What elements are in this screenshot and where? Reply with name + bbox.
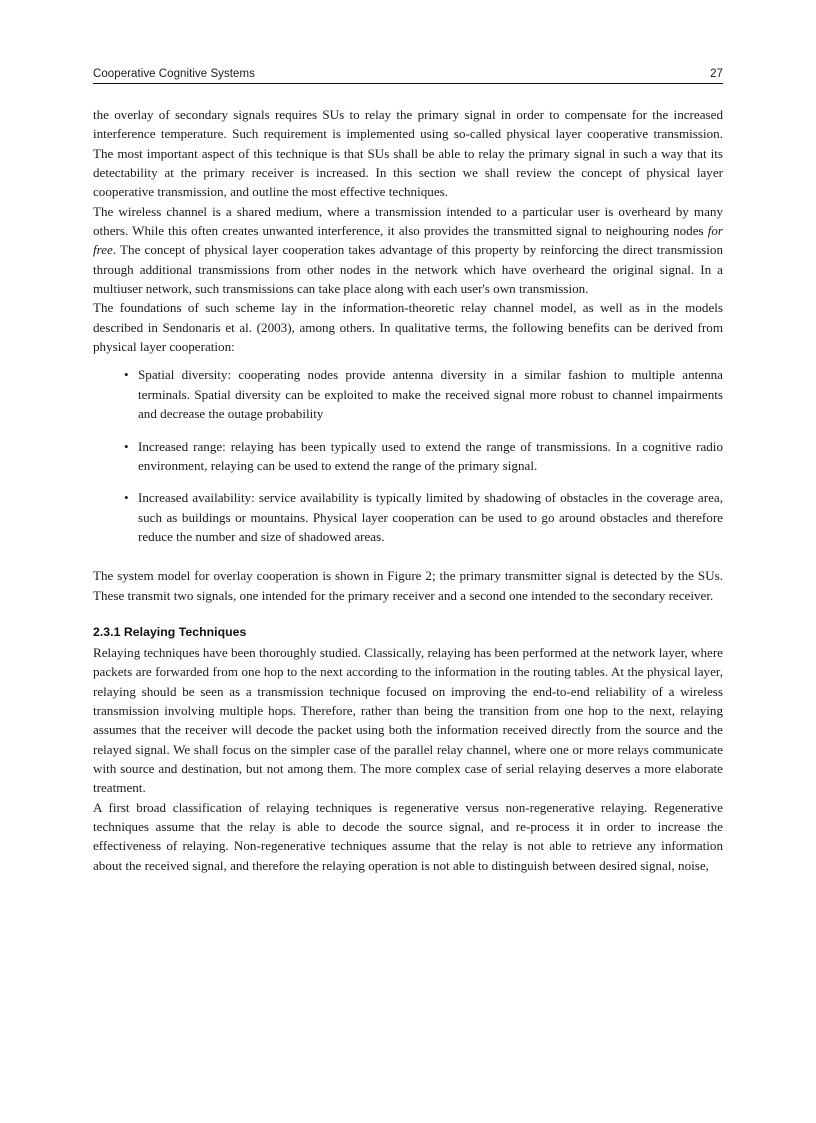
page-number: 27: [710, 68, 723, 80]
paragraph-2-emphasis: for free: [93, 223, 723, 258]
paragraph-2-text-a: The wireless channel is a shared medium, where a transmission intended to a particular user is overheard by many others. While this often creates unwanted interference, it also provides the transmitted signal to neighouring nodes: [93, 203, 723, 239]
paragraph-5: Relaying techniques have been thoroughly studied. Classically, relaying has been performed at the network layer, where packets are forwarded from one hop to the next according to the information in the routing tables. At the physical layer, relaying should be seen as a transmission technique focused on improving the end-to-end reliability of a wireless transmission involving multiple hops. Therefore, rather than being the transition from one hop to the next, relaying assumes that the receiver will decode the packet using both the information received directly from the source and the relayed signal. We shall focus on the simpler case of the parallel relay channel, where one or more relays communicate with source and destination, but not among them. The more complex case of serial relaying deserves a more elaborate treatment.: [93, 644, 723, 796]
header-divider: [93, 83, 723, 84]
list-item-text: Spatial diversity: cooperating nodes provide antenna diversity in a similar fashion to multiple antenna terminals. Spatial diversity can be exploited to make the received signal more robust to channel impairments and decrease the outage probability: [138, 367, 723, 422]
bullet-point-icon: •: [124, 438, 129, 454]
list-item: [93, 488, 723, 546]
paragraph-3: The foundations of such scheme lay in the information-theoretic relay channel model, as well as in the models described in Sendonaris et al. (2003), among others. In qualitative terms, the following benefits can be derived from physical layer cooperation:: [93, 300, 723, 355]
list-spacer: [93, 555, 723, 566]
list-item: [93, 437, 723, 476]
list-item-text: Increased range: relaying has been typically used to extend the range of transmissions. In a cognitive radio environment, relaying can be used to extend the range of the primary signal.: [138, 438, 723, 473]
benefits-list: [93, 365, 723, 546]
page-content: [93, 68, 723, 875]
body-text: [93, 105, 723, 875]
paragraph-1: the overlay of secondary signals requires SUs to relay the primary signal in order to compensate for the increased interference temperature. Such requirement is implemented using so-called physical layer cooperative transmission. The most important aspect of this technique is that SUs shall be able to relay the primary signal in such a way that its detectability at the primary receiver is increased. In this section we shall review the concept of physical layer cooperative transmission, and outline the most effective techniques.: [93, 107, 723, 200]
section-heading-2-3-1: 2.3.1 Relaying Techniques: [93, 624, 247, 639]
bullet-point-icon: •: [124, 490, 129, 506]
list-item: [93, 365, 723, 423]
paragraph-2-text-b: . The concept of physical layer cooperation takes advantage of this property by reinforcing the direct transmission through additional transmissions from other nodes in the network which have overheard the original signal. In a multiuser network, such transmissions can take place along with each user's own transmission.: [93, 242, 723, 297]
paragraph-6: A first broad classification of relaying techniques is regenerative versus non-regenerative relaying. Regenerative techniques assume that the relay is able to decode the source signal, and re-process it in order to increase the effectiveness of relaying. Non-regenerative techniques assume that the relay is not able to retrieve any information about the received signal, and therefore the relaying operation is not able to distinguish between desired signal, noise,: [93, 799, 723, 873]
bullet-point-icon: •: [124, 367, 129, 383]
paragraph-4: The system model for overlay cooperation is shown in Figure 2; the primary transmitter signal is detected by the SUs. These transmit two signals, one intended for the primary receiver and a second one intended to the secondary receiver.: [93, 568, 723, 603]
paragraph-2: [93, 202, 723, 299]
list-item-text: Increased availability: service availability is typically limited by shadowing of obstacles in the coverage area, such as buildings or mountains. Physical layer cooperation can be used to go around obstacles and therefore reduce the number and size of shadowed areas.: [138, 490, 723, 544]
header-title: Cooperative Cognitive Systems: [93, 68, 255, 80]
running-header: [93, 68, 723, 83]
